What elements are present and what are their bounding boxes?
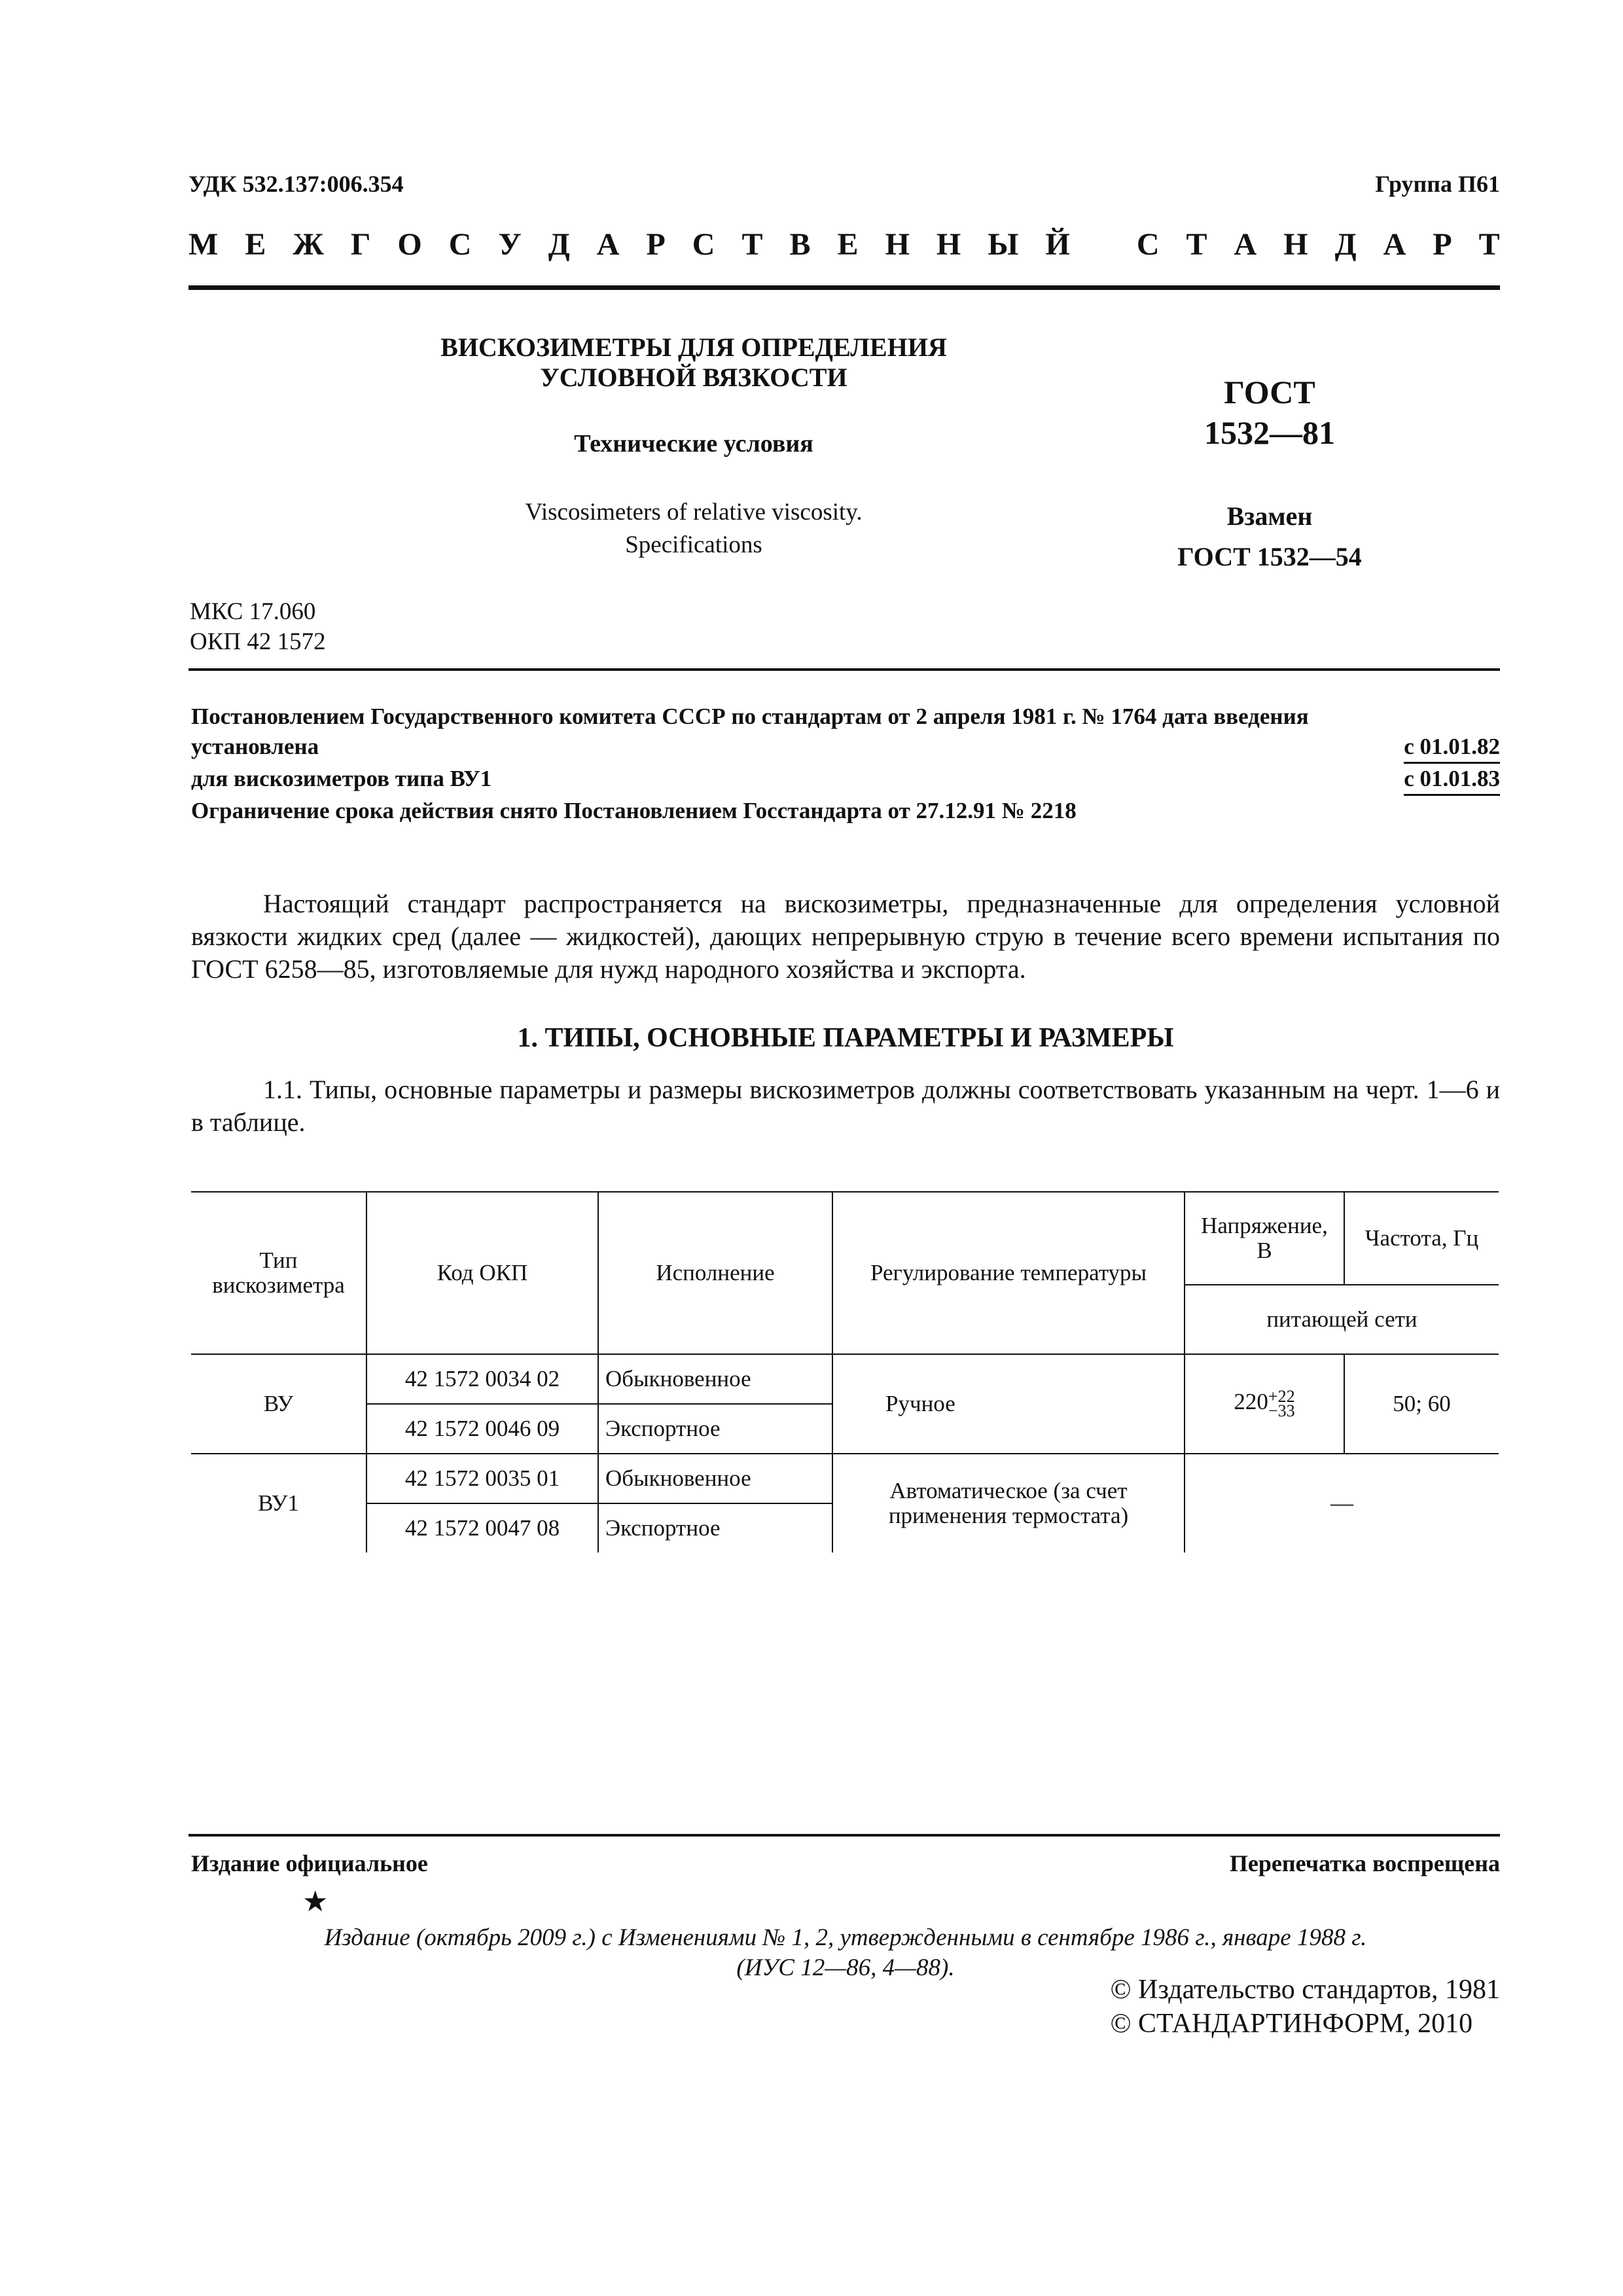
gost-label: ГОСТ [1224,374,1315,410]
banner-letter: Н [885,227,910,262]
banner-letter: Н [1283,227,1308,262]
header-supply: питающей сети [1185,1285,1499,1354]
banner-letter: Й [1045,227,1070,262]
header-divider [188,285,1500,290]
footer-divider [188,1834,1500,1837]
banner-letter: А [1234,227,1257,262]
okp-code: ОКП 42 1572 [190,628,326,655]
decree-line-1 [191,702,1500,732]
cell-vu1-code-1: 42 1572 0035 01 [366,1454,598,1503]
banner-letter: А [1383,227,1406,262]
decree-line-2 [191,732,1500,764]
banner-letter: Т [1186,227,1207,262]
header-regulation: Регулирование температуры [832,1192,1185,1354]
header-version: Исполнение [598,1192,832,1354]
replaces-standard: ГОСТ 1532—54 [1177,542,1362,571]
header-code: Код ОКП [366,1192,598,1354]
section-heading: 1. ТИПЫ, ОСНОВНЫЕ ПАРАМЕТРЫ И РАЗМЕРЫ [517,1023,1174,1053]
group-code: Группа П61 [1375,171,1500,197]
cell-vu1-version-2: Экспортное [598,1503,832,1552]
cell-vu-type: ВУ [191,1354,366,1454]
banner-letter: О [397,227,422,262]
copyright-2: © СТАНДАРТИНФОРМ, 2010 [1110,2009,1473,2039]
voltage-plus: +22 [1268,1387,1295,1406]
header-frequency: Частота, Гц [1344,1192,1499,1285]
gost-number: 1532—81 [1204,414,1335,451]
reprint-prohibited: Перепечатка воспрещена [1229,1850,1500,1876]
copyright-1: © Издательство стандартов, 1981 [1110,1975,1500,2005]
decree-established: установлена [191,734,319,759]
banner-letter: Р [1433,227,1452,262]
cell-vu1-power: — [1185,1454,1499,1552]
cell-vu-code-1: 42 1572 0034 02 [366,1354,598,1404]
english-title-line-2: Specifications [625,531,762,558]
cell-vu-regulation: Ручное [832,1354,1185,1454]
cell-vu1-version-1: Обыкновенное [598,1454,832,1503]
voltage-nominal: 220 [1234,1389,1268,1415]
banner-letter: А [596,227,620,262]
replaces-label: Взамен [1226,501,1313,531]
cell-vu1-regulation: Автоматическое (за счет применения термостата) [832,1454,1185,1552]
banner-letter: С [448,227,472,262]
intro-paragraph [191,888,1500,986]
decree-date-1: с 01.01.82 [1404,732,1500,764]
banner-gap [1097,226,1110,266]
banner-letter: У [498,227,522,262]
official-edition: Издание официальное [191,1850,428,1876]
cell-vu1-type: ВУ1 [191,1454,366,1552]
star-icon: ★ [302,1886,329,1918]
title-line-1: ВИСКОЗИМЕТРЫ ДЛЯ ОПРЕДЕЛЕНИЯ [440,332,947,362]
decree-line-4 [191,796,1500,826]
banner-letter: Д [548,227,570,262]
banner-letter: М [188,227,219,262]
parameters-table [191,1191,1499,1552]
intro-text: Настоящий стандарт распространяется на вискозиметры, предназначенные для определения условной вязкости жидких сред (далее — жидкостей), дающих непрерывную струю в течение всего времени испытания по ГОСТ 6258—85, изготовляемые для нужд народного хозяйства и экспорта. [191,889,1500,984]
header-type: Тип вискозиметра [191,1192,366,1354]
copyright-block [1111,1973,1500,2041]
banner-letter: Ы [988,227,1019,262]
banner-letter: Н [936,227,961,262]
cell-vu-version-2: Экспортное [598,1404,832,1454]
banner-letter: В [789,227,811,262]
clause-1-1: 1.1. Типы, основные параметры и размеры вискозиметров должны соответствовать указанным на черт. 1—6 и в таблице. [191,1075,1500,1137]
cell-vu-version-1: Обыкновенное [598,1354,832,1404]
replaces-block [1113,496,1427,577]
banner-letter: Г [350,227,371,262]
voltage-minus: −33 [1268,1401,1295,1420]
banner-letter: Т [741,227,763,262]
title-line-2: УСЛОВНОЙ ВЯЗКОСТИ [540,363,847,392]
mks-code: МКС 17.060 [190,598,316,625]
classification-codes [190,597,326,657]
banner-letter: Т [1478,227,1500,262]
document-title [366,332,1021,393]
banner-letter: С [1136,227,1160,262]
decree-text-1: Постановлением Государственного комитета СССР по стандартам от 2 апреля 1981 г. № 1764 дата введения [191,704,1309,729]
english-title [366,496,1021,562]
banner-letter: Ж [293,227,324,262]
edition-line-2: (ИУС 12—86, 4—88). [736,1954,955,1981]
banner-letter: Е [837,227,859,262]
decree-line-3 [191,764,1500,796]
decree-vu1: для вискозиметров типа ВУ1 [191,766,492,791]
cell-vu-voltage [1185,1354,1344,1454]
banner-letter: Д [1334,227,1357,262]
edition-line-1: Издание (октябрь 2009 г.) с Изменениями № 1, 2, утвержденными в сентябре 1986 г., январе 1988 г. [324,1924,1367,1951]
cell-vu-frequency: 50; 60 [1344,1354,1499,1454]
decree-date-2: с 01.01.83 [1404,764,1500,796]
udk-code: УДК 532.137:006.354 [188,171,404,197]
gost-number-block [1165,372,1374,453]
header-voltage: Напряжение, В [1185,1192,1344,1285]
banner-letter: Р [646,227,666,262]
document-subtitle: Технические условия [574,430,813,457]
decree-limitation: Ограничение срока действия снято Постановлением Госстандарта от 27.12.91 № 2218 [191,798,1077,823]
cell-vu1-code-2: 42 1572 0047 08 [366,1503,598,1552]
cell-vu-code-2: 42 1572 0046 09 [366,1404,598,1454]
decree-block [191,702,1500,826]
english-title-line-1: Viscosimeters of relative viscosity. [525,499,863,526]
voltage-tolerance [1268,1387,1295,1420]
codes-divider [188,668,1500,671]
banner-letter: Е [245,227,266,262]
banner-letter: С [692,227,715,262]
interstate-standard-banner [188,226,1500,266]
